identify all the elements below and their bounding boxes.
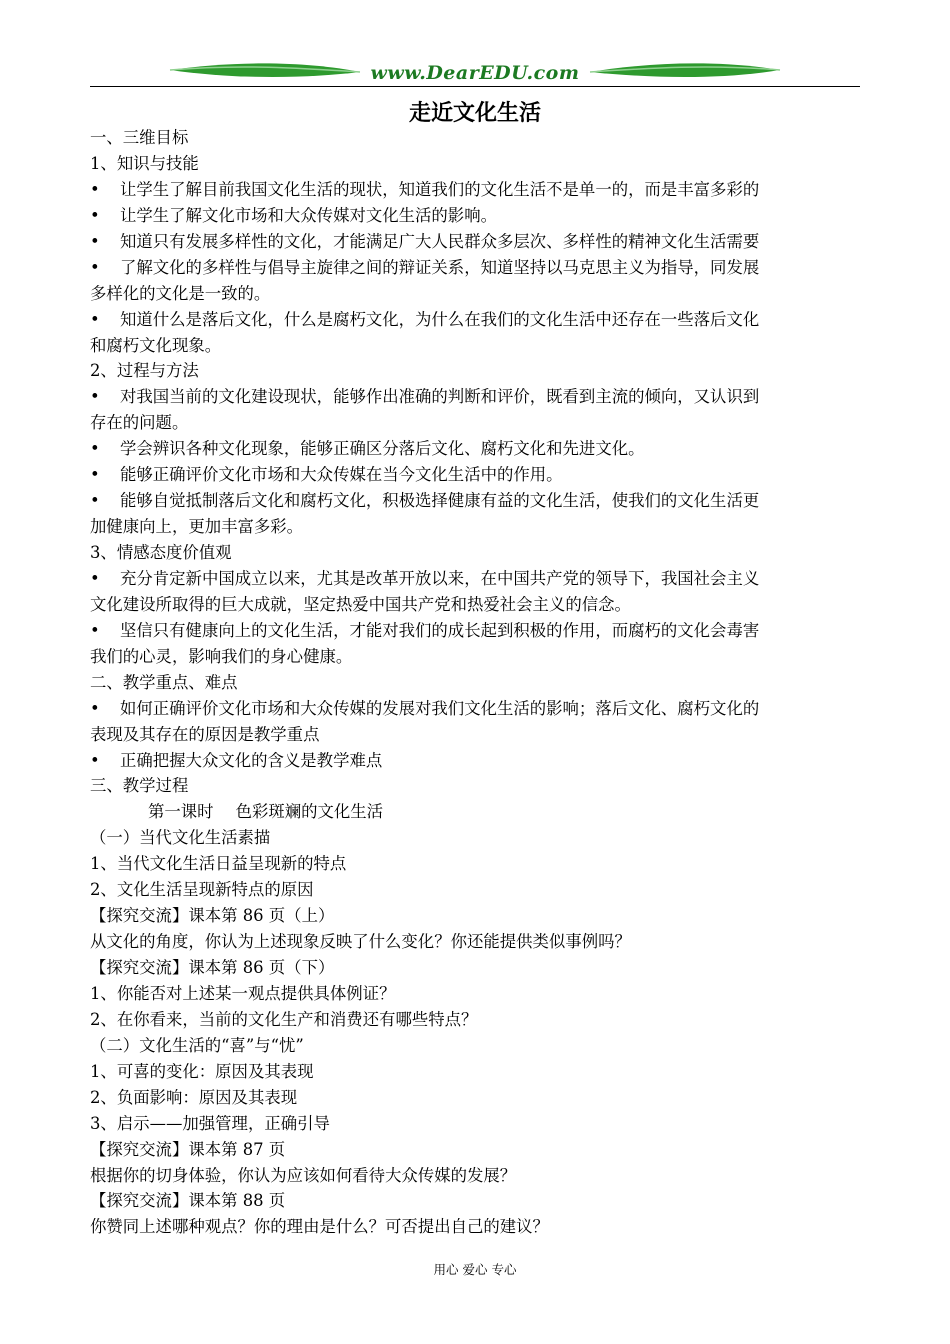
bullet-continuation: 我们的心灵，影响我们的身心健康。 [90,646,353,666]
bullet-icon: • [90,750,100,770]
list-item: 1、可喜的变化：原因及其表现 [90,1061,314,1081]
bullet-continuation: 表现及其存在的原因是教学重点 [90,724,320,744]
bullet-item: • 了解文化的多样性与倡导主旋律之间的辩证关系，知道坚持以马克思主义为指导，同发展 [90,255,862,281]
bullet-icon: • [90,387,100,407]
bullet-icon: • [90,309,100,329]
section-heading: 二、教学重点、难点 [90,672,238,692]
subsection-heading: 2、过程与方法 [90,361,199,381]
bullet-item: • 能够自觉抵制落后文化和腐朽文化，积极选择健康有益的文化生活，使我们的文化生活更 [90,488,862,514]
document-body [90,125,862,1240]
question-text: 你赞同上述哪种观点？你的理由是什么？可否提出自己的建议？ [90,1217,549,1237]
bullet-icon: • [90,439,100,459]
section-heading: 三、教学过程 [90,776,189,796]
bullet-item: • 知道什么是落后文化，什么是腐朽文化，为什么在我们的文化生活中还存在一些落后文化 [90,307,862,333]
bullet-item: • 正确把握大众文化的含义是教学难点 [90,748,862,774]
lesson-title: 色彩斑斓的文化生活 [235,802,384,822]
bullet-icon: • [90,698,100,718]
bullet-continuation: 文化建设所取得的巨大成就，坚定热爱中国共产党和热爱社会主义的信念。 [90,594,631,614]
list-item: 3、启示——加强管理，正确引导 [90,1113,330,1133]
bullet-continuation: 多样化的文化是一致的。 [90,283,271,303]
bullet-item: • 让学生了解目前我国文化生活的现状，知道我们的文化生活不是单一的，而是丰富多彩的 [90,177,862,203]
lesson-heading [90,799,862,825]
subsection-heading: （一）当代文化生活素描 [90,828,271,848]
bullet-item: • 知道只有发展多样性的文化，才能满足广大人民群众多层次、多样性的精神文化生活需要 [90,229,862,255]
bullet-item: • 对我国当前的文化建设现状，能够作出准确的判断和评价，既看到主流的倾向，又认识到 [90,384,862,410]
bullet-icon: • [90,465,100,485]
header-rule [90,86,860,87]
subsection-heading: （二）文化生活的“喜”与“忧” [90,1035,304,1055]
bullet-item: • 如何正确评价文化市场和大众传媒的发展对我们文化生活的影响；落后文化、腐朽文化的 [90,696,862,722]
question-text: 从文化的角度，你认为上述现象反映了什么变化？你还能提供类似事例吗？ [90,932,631,952]
section-heading: 一、三维目标 [90,128,189,147]
inquiry-label: 【探究交流】课本第 86 页（上） [90,906,335,926]
bullet-item: • 能够正确评价文化市场和大众传媒在当今文化生活中的作用。 [90,462,862,488]
subsection-heading: 1、知识与技能 [90,153,199,173]
bullet-item: • 让学生了解文化市场和大众传媒对文化生活的影响。 [90,203,862,229]
bullet-continuation: 存在的问题。 [90,413,189,433]
question-text: 2、在你看来，当前的文化生产和消费还有哪些特点？ [90,1009,478,1029]
page-footer: 用心 爱心 专心 [433,1262,517,1277]
bullet-icon: • [90,231,100,251]
list-item: 2、文化生活呈现新特点的原因 [90,880,314,900]
inquiry-label: 【探究交流】课本第 86 页（下） [90,958,335,977]
list-item: 1、当代文化生活日益呈现新的特点 [90,854,347,874]
list-item: 2、负面影响：原因及其表现 [90,1087,298,1107]
bullet-icon: • [90,620,100,640]
bullet-item: • 坚信只有健康向上的文化生活，才能对我们的成长起到积极的作用，而腐朽的文化会毒害 [90,618,862,644]
inquiry-label: 【探究交流】课本第 87 页 [90,1139,286,1159]
lesson-number: 第一课时 [148,802,214,822]
bullet-continuation: 和腐朽文化现象。 [90,335,222,355]
bullet-icon: • [90,491,100,511]
bullet-continuation: 加健康向上，更加丰富多彩。 [90,517,304,537]
bullet-icon: • [90,205,100,225]
subsection-heading: 3、情感态度价值观 [90,543,232,562]
site-logo-text: www.DearEDU.com [370,62,580,84]
bullet-item: • 充分肯定新中国成立以来，尤其是改革开放以来，在中国共产党的领导下，我国社会主义 [90,566,862,592]
inquiry-label: 【探究交流】课本第 88 页 [90,1191,286,1211]
question-text: 1、你能否对上述某一观点提供具体例证？ [90,983,396,1003]
bullet-icon: • [90,179,100,199]
bullet-item: • 学会辨识各种文化现象，能够正确区分落后文化、腐朽文化和先进文化。 [90,436,862,462]
bullet-icon: • [90,257,100,277]
bullet-icon: • [90,568,100,588]
question-text: 根据你的切身体验，你认为应该如何看待大众传媒的发展？ [90,1165,517,1185]
document-title: 走近文化生活 [408,101,541,126]
